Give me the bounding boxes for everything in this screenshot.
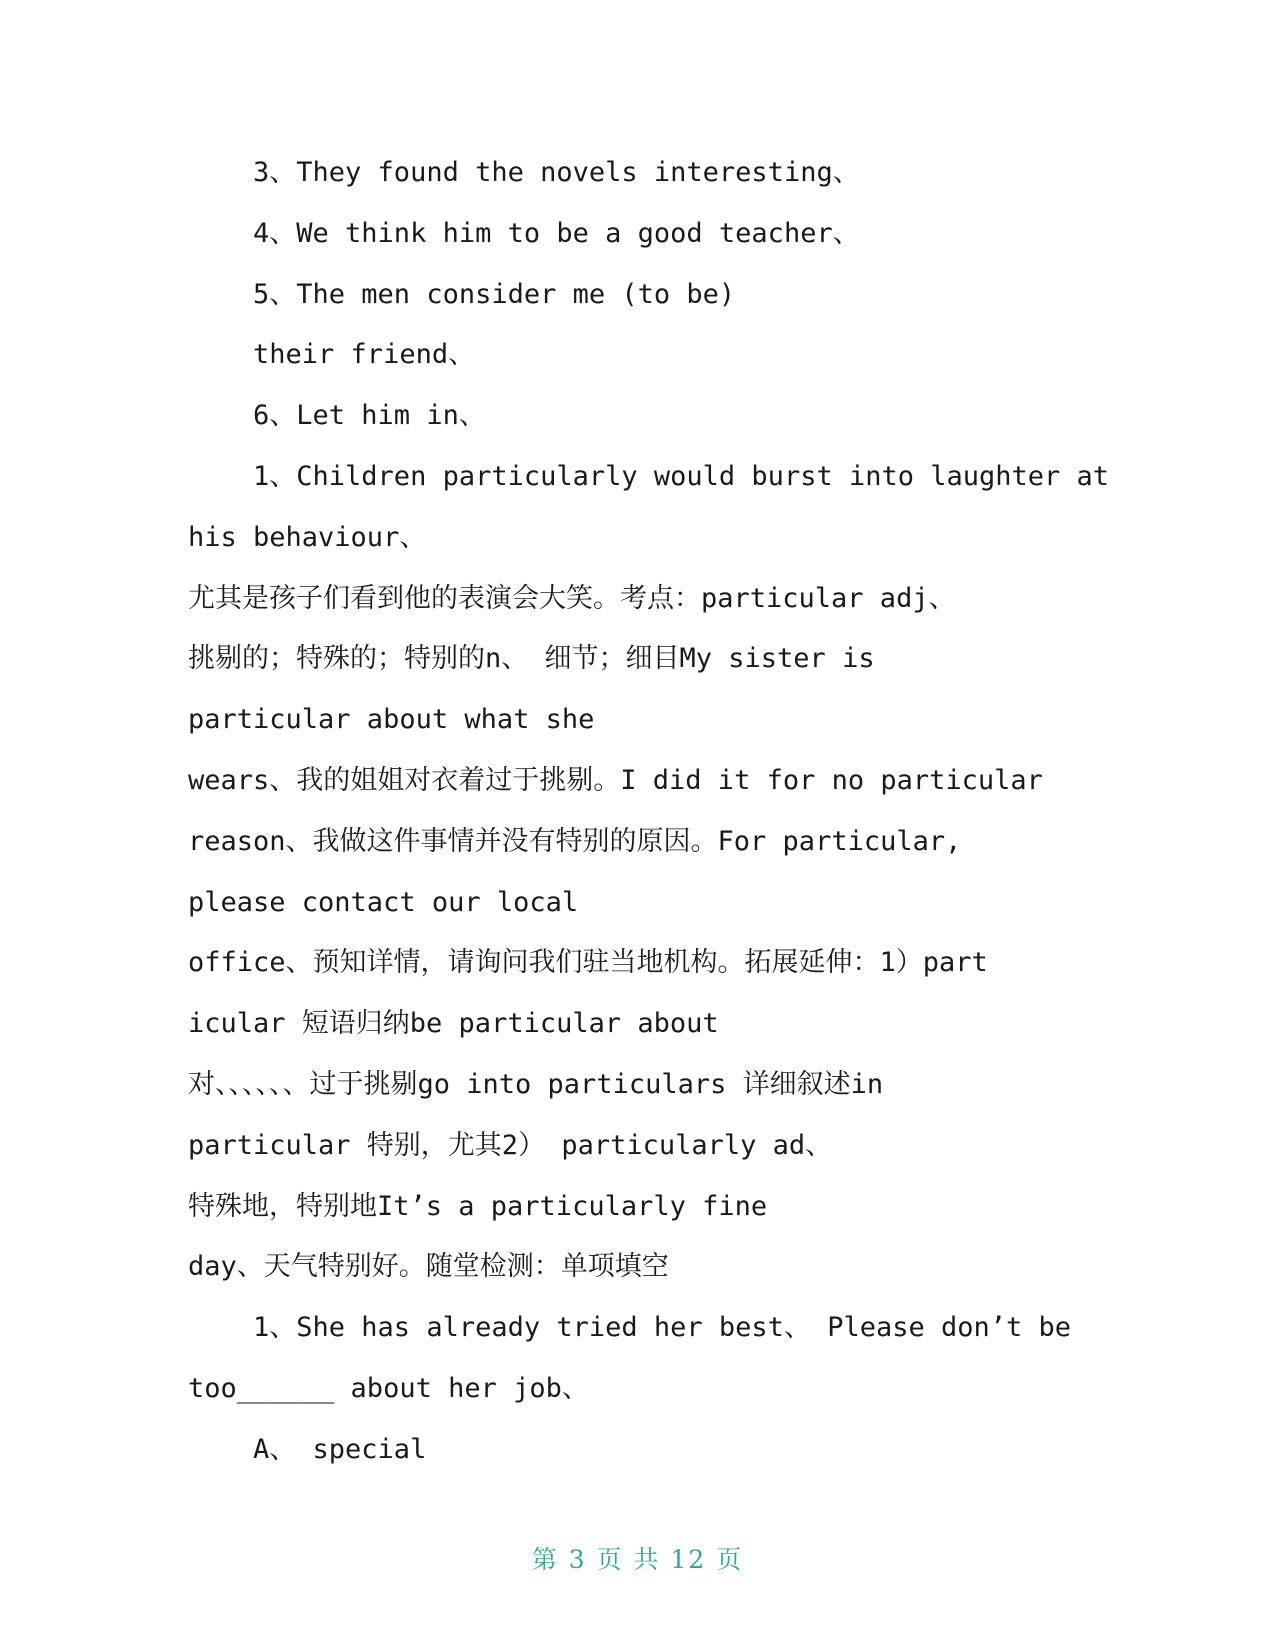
text-line: wears、我的姐姐对衣着过于挑剔。I did it for no particular bbox=[188, 764, 1043, 796]
text-line: icular 短语归纳be particular about bbox=[188, 1008, 719, 1040]
text-line: 特殊地，特别地It’s a particularly fine bbox=[188, 1190, 768, 1222]
text-line: 6、Let him in、 bbox=[188, 400, 486, 432]
text-line: particular 特别，尤其2） particularly ad、 bbox=[188, 1129, 833, 1161]
text-line: reason、我做这件事情并没有特别的原因。For particular, bbox=[188, 825, 962, 857]
text-line: 3、They found the novels interesting、 bbox=[188, 157, 860, 188]
text-line: please contact our local bbox=[188, 886, 579, 918]
text-line: A、 special bbox=[188, 1433, 427, 1465]
text-line: too______ about her job、 bbox=[188, 1372, 589, 1404]
text-line: office、预知详情，请询问我们驻当地机构。拓展延伸：1）part bbox=[188, 947, 988, 979]
text-line: 4、We think him to be a good teacher、 bbox=[188, 217, 860, 249]
text-line: particular about what she bbox=[188, 704, 595, 736]
text-line: 5、The men consider me (to be) bbox=[188, 278, 736, 310]
text-line: his behaviour、 bbox=[188, 521, 427, 553]
text-line: 尤其是孩子们看到他的表演会大笑。考点：particular adj、 bbox=[188, 582, 956, 614]
text-line: 1、She has already tried her best、 Please don’t be bbox=[188, 1312, 1072, 1344]
document-body bbox=[188, 143, 1110, 1481]
text-line: 1、Children particularly would burst into laughter at bbox=[188, 460, 1110, 492]
text-line: 对、、、、、、过于挑剔go into particulars 详细叙述in bbox=[188, 1068, 884, 1100]
text-line: their friend、 bbox=[188, 339, 476, 371]
text-line: day、天气特别好。随堂检测：单项填空 bbox=[188, 1251, 669, 1283]
text-line: 挑剔的；特殊的；特别的n、 细节；细目My sister is bbox=[188, 643, 875, 675]
page-number-footer: 第 3 页 共 12 页 bbox=[531, 1545, 744, 1574]
